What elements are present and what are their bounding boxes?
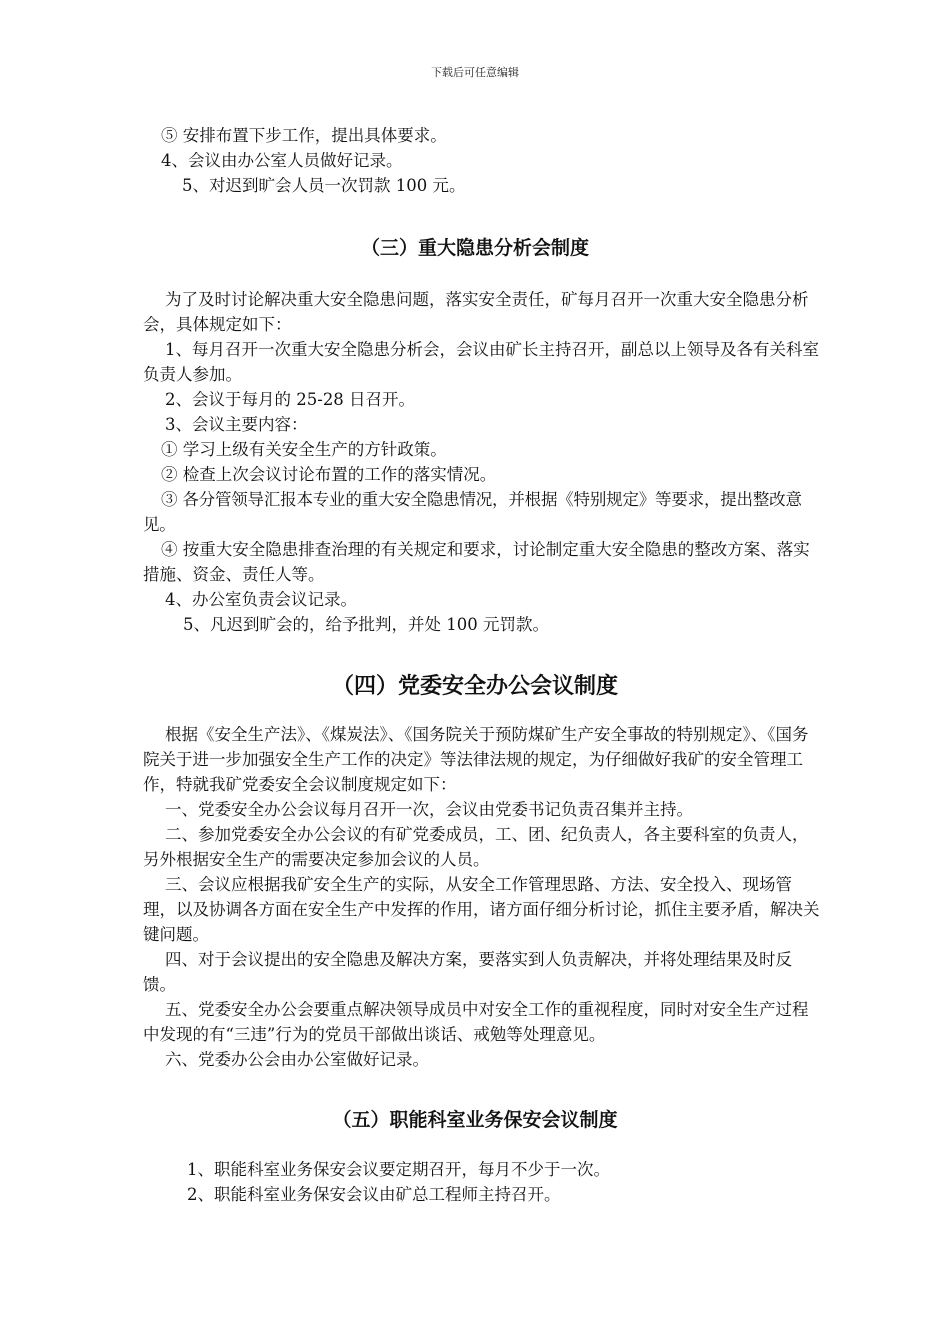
- paragraph: 一、党委安全办公会议每月召开一次，会议由党委书记负责召集并主持。: [165, 800, 693, 819]
- paragraph: 2、职能科室业务保安会议由矿总工程师主持召开。: [187, 1185, 561, 1204]
- list-item: 5、对迟到旷会人员一次罚款 100 元。: [182, 176, 466, 195]
- paragraph: 4、办公室负责会议记录。: [165, 590, 357, 609]
- paragraph: 3、会议主要内容：: [165, 415, 308, 434]
- list-item: 4、会议由办公室人员做好记录。: [161, 151, 403, 170]
- paragraph: 5、凡迟到旷会的，给予批判，并处 100 元罚款。: [183, 615, 549, 634]
- paragraph: 三、会议应根据我矿安全生产的实际，从安全工作管理思路、方法、安全投入、现场管理，以及协调各方面在安全生产中发挥的作用，诸方面仔细分析讨论，抓住主要矛盾，解决关键问题。: [143, 875, 820, 944]
- paragraph: ② 检查上次会议讨论布置的工作的落实情况。: [161, 465, 497, 484]
- header-note: 下载后可任意编辑: [431, 66, 519, 79]
- paragraph: 六、党委办公会由办公室做好记录。: [165, 1050, 429, 1069]
- paragraph: 2、会议于每月的 25-28 日召开。: [165, 390, 416, 409]
- paragraph: ③ 各分管领导汇报本专业的重大安全隐患情况，并根据《特别规定》等要求，提出整改意见。: [143, 490, 802, 534]
- section-title-3: （三）重大隐患分析会制度: [360, 237, 589, 259]
- paragraph: 根据《安全生产法》、《煤炭法》、《国务院关于预防煤矿生产安全事故的特别规定》、《国务院关于进一步加强安全生产工作的决定》等法律法规的规定，为仔细做好我矿的安全管理工作，特就我矿党委安全会议制度规定如下：: [143, 725, 809, 794]
- paragraph: 1、职能科室业务保安会议要定期召开，每月不少于一次。: [187, 1160, 610, 1179]
- section-body-4: [143, 722, 823, 1072]
- paragraph: 四、对于会议提出的安全隐患及解决方案，要落实到人负责解决，并将处理结果及时反馈。: [143, 950, 792, 994]
- paragraph: 1、每月召开一次重大安全隐患分析会，会议由矿长主持召开，副总以上领导及各有关科室负责人参加。: [143, 340, 819, 384]
- paragraph: ① 学习上级有关安全生产的方针政策。: [161, 440, 447, 459]
- list-item: ⑤ 安排布置下步工作，提出具体要求。: [161, 126, 447, 145]
- section-title-4: （四）党委安全办公会议制度: [331, 674, 618, 699]
- paragraph: ④ 按重大安全隐患排查治理的有关规定和要求，讨论制定重大安全隐患的整改方案、落实措施、资金、责任人等。: [143, 540, 810, 584]
- paragraph: 为了及时讨论解决重大安全隐患问题，落实安全责任，矿每月召开一次重大安全隐患分析会，具体规定如下：: [143, 290, 809, 334]
- section-body-3: [143, 287, 823, 637]
- paragraph: 五、党委安全办公会要重点解决领导成员中对安全工作的重视程度，同时对安全生产过程中发现的有“三违”行为的党员干部做出谈话、戒勉等处理意见。: [143, 1000, 809, 1044]
- paragraph: 二、参加党委安全办公会议的有矿党委成员，工、团、纪负责人，各主要科室的负责人，另外根据安全生产的需要决定参加会议的人员。: [143, 825, 809, 869]
- section-title-5: （五）职能科室业务保安会议制度: [332, 1109, 618, 1131]
